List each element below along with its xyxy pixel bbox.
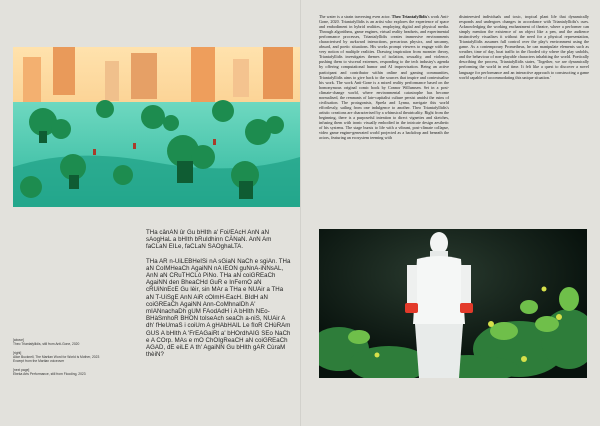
article-intro: The water is a strain traversing even actor. — [319, 14, 391, 19]
caption-text: Theo Triantafyllidis, still from Anti-Gone, 2020 — [13, 342, 80, 347]
gaelic-essay — [146, 229, 292, 409]
article-column-1 — [319, 14, 449, 218]
caption-position: [next page] — [13, 367, 30, 372]
caption-position: [above] — [13, 338, 24, 342]
article-body: 's work Anti-Gone, 2020. Triantafyllidis is an artist who explores the experience of space and embodiment in hybrid realities, employing digital and physical media. Through algorithms, game engines, virtual reality headsets, and experimental performance processes, Triantafyllidis creates immersive environments characterised by awkward interactions, precarious physics, and uncanny, absurd, and poetic situations. His works prompt viewers to engage with the very notion of multiple realities. Drawing inspiration from monster theory, Triantafyllidis investigates themes of isolation, sexuality, and violence, pushing them to visceral extremes, responding to the tech industry's agenda by offering computational humor and AI improvisation. Being an active participant and contributor within online and gaming communities, Triantafyllidis aims to give back to the sources that inspire and contextualise his work. The work Anti-Gone is a mixed reality performance based on the homonymous original comic book by Connor Willumsen. Set in a post-climate-change world, where environmental catastrophe has become normalised, the remnants of late-capitalist culture persist amidst the ruins of civilisation. The protagonists, Sprela and Lynna, navigate this world effortlessly, sailing from one indulgence to another. Theo Triantafyllidis's artistic creations are characterised by a whimsical theatricality. Right from the beginning, there is a purposeful intention to direct vignettes and sketches, infusing them with ironic visually embodied in the intricate design aesthetic of his systems. The stage bursts to life with a vibrant, post-climate collapse, video game engine-generated world projected as a backdrop and beneath the actors, featuring an ecosystem teeming with — [319, 14, 449, 141]
spread-gutter — [300, 0, 301, 426]
caption-above — [13, 338, 137, 346]
essay-paragraph-1: THa cânAN ûr Gu bHIth a' Foi/EAcH AnN aN sAogHaL a bHIth bRuIdhinn CÀNaN. AnN Am faCLaN EILe, faCLaN SAOghaLTA. — [146, 229, 272, 251]
article-column-2 — [459, 14, 589, 218]
caption-text: Ebeka Arts Performance, still from Flooding, 2023 — [13, 371, 86, 376]
article-paragraph-2: disinterested individuals and toxic, tropical plant life that dynamically responds and undergoes changes in accordance with Triantafyllidis's cues. Acknowledging the working enchantment of theatre, where a performer can simply mention the existence of an object like a pen, and the audience instinctively visualises it without the need for a physical representation, Triantafyllidis assumes full control over the play's environment using the game. As a contemporary Prometheus, he can manipulate elements such as weather, time of day, boat traffic in the flooded city where the play unfolds, and the behaviour of non-playable characters inhabiting the world. Poetically describing the process, Triantafyllidis states, 'Together, we are dynamically performing the world in real time. It felt like a quest to discover a novel language for performance and an interactive approach to constructing a game world capable of accommodating this unique situation.' — [459, 14, 589, 80]
caption-next-page — [13, 368, 137, 376]
essay-paragraph-2: THa AR n-UiLEBHeISi nA sGiaN NaCh e sgiAn. THa aN CoIMHeaCh AgaiNN nA lEON guNnA-iNNsAL, AnN aN CRuTHCLò PiNo. THa aN coiGREaCh AgaiNN den BheaCHd GuR e InFernO aN cRUiNnEcE Gu lèir, sin MAr a THa e NUAir a THa aN T-UiSgE AnN AiR cOlmH-EacH. BIdH aN coiGREaCh AgaiNN Ann-CoMhnaIDh A' mIANnachaDh gUM FAodAdH i A bHIth NEo-BHàSmhoR BHON toIseAch seaCh a-niS, NUAir A dh' fHeUmaS i coiUm A gHAbHAIL Le fIoR CHùRAm GUS A bHIth A 'FrEAGaiRt a' bHOrdhAIG SEo NaCh e A COrp. MAs e mO ChOIgReaCH aN coiGREaCh AGAD, dE eiLE A th' AgaiNN Gu bHIth gAR CùraM thèiN? — [146, 257, 291, 359]
caption-position: [right] — [13, 350, 22, 355]
anti-gone-still-image — [13, 47, 300, 207]
caption-text-extra: Excerpt from the Martian voiceover — [13, 358, 65, 363]
caption-right — [13, 351, 137, 363]
artist-name: Theo Triantafyllidis — [391, 14, 428, 19]
martian-word-still-image — [319, 229, 587, 378]
article-paragraph-1 — [319, 14, 449, 140]
image-captions — [13, 338, 137, 380]
caption-text: Alice Bucknell, The Martian Word for World is Mother, 2023 — [13, 354, 100, 359]
